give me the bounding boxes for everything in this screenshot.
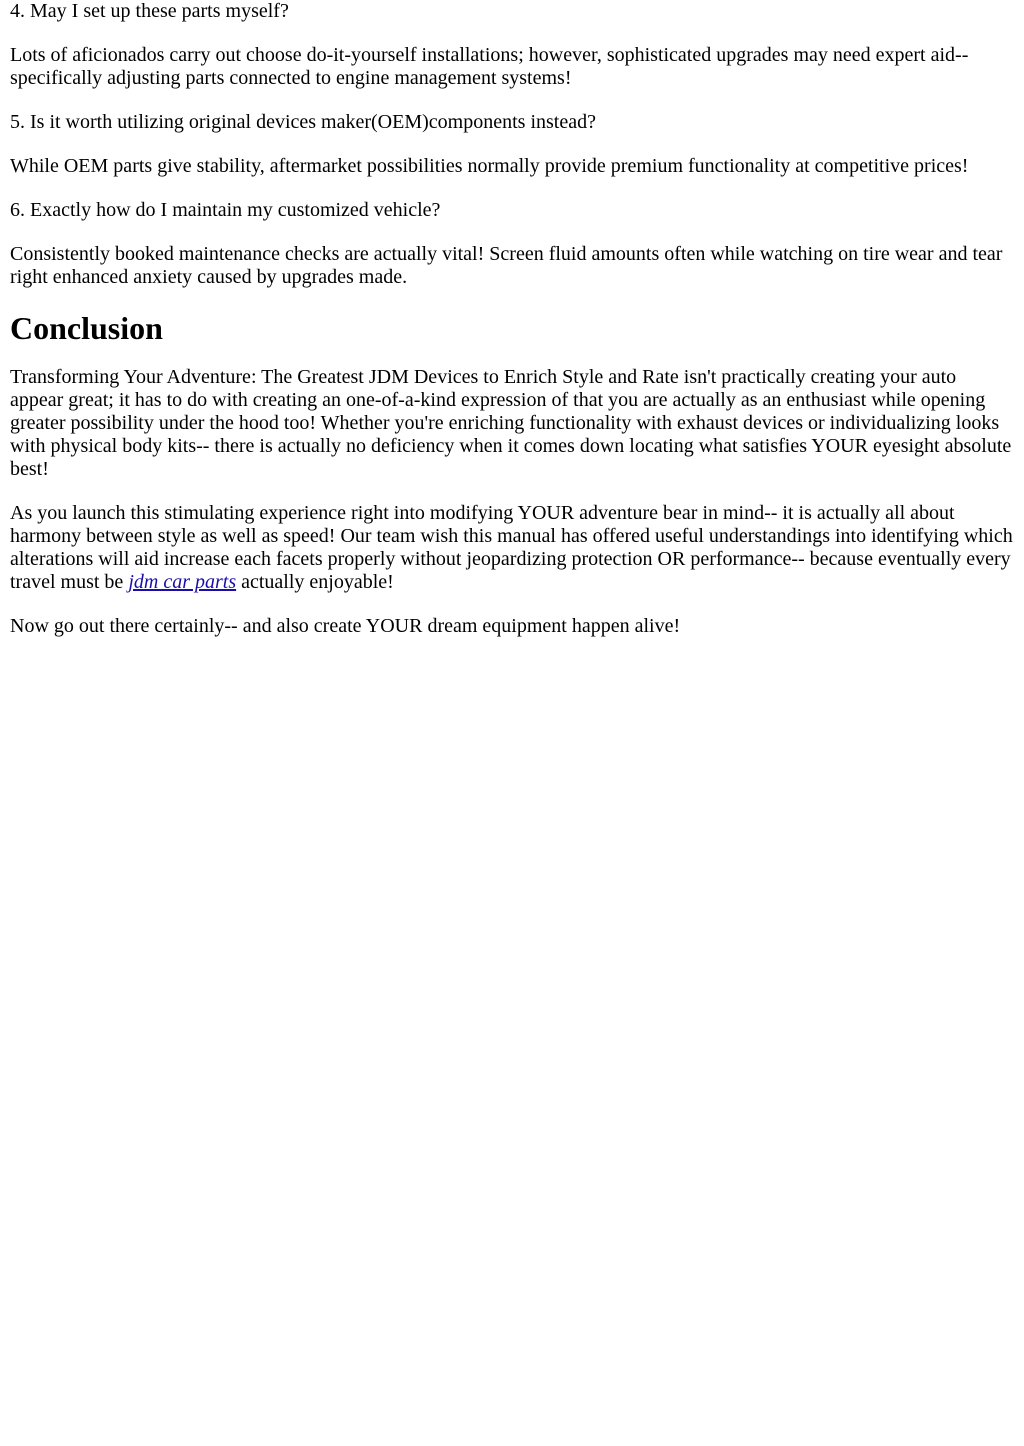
faq-question-4: 4. May I set up these parts myself? xyxy=(10,0,289,22)
jdm-car-parts-link[interactable]: jdm car parts xyxy=(128,571,237,593)
conclusion-paragraph-1: Transforming Your Adventure: The Greatest JDM Devices to Enrich Style and Rate isn't practically creating your auto appear great; it has to do with creating an one-of-a-kind expression of that you are actually as an enthusiast while opening greater possibility under the hood too! Whether you're enriching functionality with exhaust devices or individualizing looks with physical body kits-- there is actually no deficiency when it comes down locating what satisfies YOUR eyesight absolute best! xyxy=(10,366,1012,480)
article-body xyxy=(10,0,1014,638)
faq-answer-4: Lots of aficionados carry out choose do-it-yourself installations; however, sophisticated upgrades may need expert aid-- specifically adjusting parts connected to engine management systems! xyxy=(10,44,969,89)
faq-answer-6: Consistently booked maintenance checks are actually vital! Screen fluid amounts often while watching on tire wear and tear right enhanced anxiety caused by upgrades made. xyxy=(10,243,1003,288)
faq-question-5: 5. Is it worth utilizing original devices maker(OEM)components instead? xyxy=(10,111,596,133)
conclusion-paragraph-3: Now go out there certainly-- and also create YOUR dream equipment happen alive! xyxy=(10,615,681,637)
conclusion-paragraph-2-text-before: As you launch this stimulating experience right into modifying YOUR adventure bear in mind-- it is actually all about harmony between style as well as speed! Our team wish this manual has offered useful understandings into identifying which alterations will aid increase each facets properly without jeopardizing protection OR performance-- because eventually every travel must be xyxy=(10,502,1013,593)
conclusion-paragraph-2-text-after: actually enjoyable! xyxy=(236,571,394,593)
faq-question-6: 6. Exactly how do I maintain my customized vehicle? xyxy=(10,199,441,221)
faq-answer-5: While OEM parts give stability, aftermarket possibilities normally provide premium functionality at competitive prices! xyxy=(10,155,969,177)
conclusion-heading: Conclusion xyxy=(10,310,163,346)
conclusion-paragraph-2 xyxy=(10,502,1014,594)
